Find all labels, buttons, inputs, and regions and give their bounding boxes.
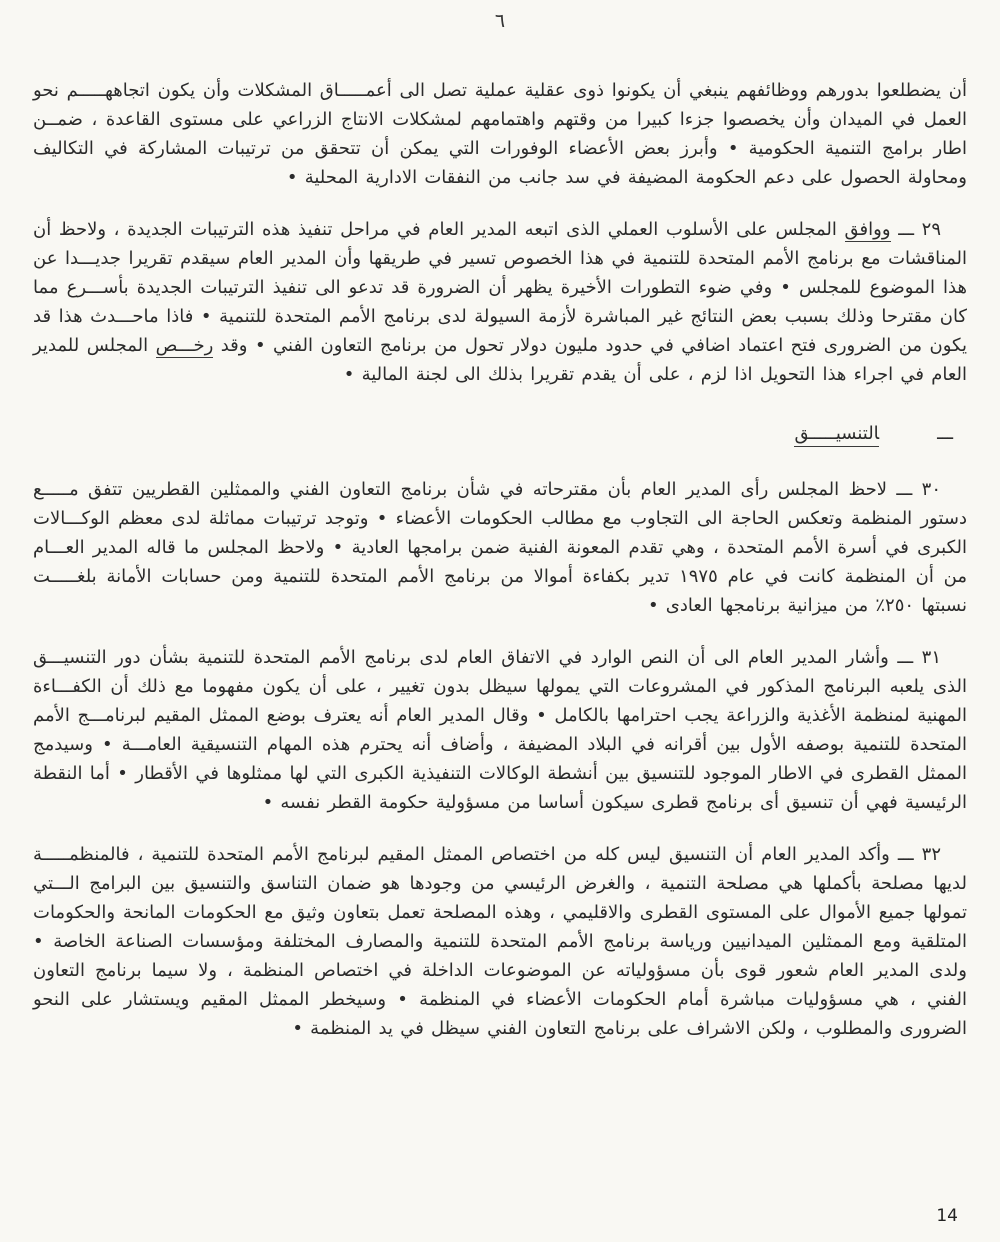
text-segment: ٣٠ ـــ لاحظ المجلس رأى المدير العام بأن مقترحاته في شأن برنامج التعاون الفني والممثلين القطريين تتفق مـــــع دستور المنظمة وتعكس الحاجة الى التجاوب مع مطالب الحكومات الأعضاء • وتوجد ترتيبات مماثلة لدى معظم الوكـــالات الكبرى في أسرة الأمم المتحدة ، وهي تقدم المعونة الفنية ضمن برامجها العادية • ولاحظ المجلس ما قاله المدير العـــام من أن المنظمة كانت في عام ١٩٧٥ تدير بكفاءة أموالا من برنامج الأمم المتحدة للتنمية ومن حسابات الأمانة بلغـــــت نسبتها ٢٥٠٪ من ميزانية برنامجها العادى •: [33, 479, 967, 616]
text-segment: أن يضطلعوا بدورهم ووظائفهم ينبغي أن يكونوا ذوى عقلية عملية تصل الى أعمـــــاق المشكلات وأن يكون اتجاههـــــم نحو العمل في الميدان وأن يخصصوا جزءا كبيرا من وقتهم واهتمامهم لمشكلات الانتاج الزراعي على مستوى القاعدة ، ضمــن اطار برامج التنمية الحكومية • وأبرز بعض الأعضاء الوفورات التي يمكن أن تتحقق من ترتيبات المشاركة في التكاليف ومحاولة الحصول على دعم الحكومة المضيفة في سد جانب من النفقات الادارية المحلية •: [33, 80, 967, 188]
underlined-text: ووافق: [844, 219, 891, 240]
text-segment: المجلس على الأسلوب العملي الذى اتبعه المدير العام في مراحل تنفيذ هذه الترتيبات الجديدة ، ولاحظ أن المناقشات مع برنامج الأمم المتحدة للتنمية في هذا الخصوص تسير في طريقها وأن المدير العام سيقدم تقريرا جديـــدا عن هذا الموضوع للمجلس • وفي ضوء التطورات الأخيرة يظهر أن الضرورة قد تدعو الى تنفيذ الترتيبات الجديدة بأســـرع مما كان مقترحا وذلك بسبب بعض النتائج غير المباشرة لأزمة السيولة لدى برنامج الأمم المتحدة للتنمية • فاذا ماحـــدث هذا قد يكون من الضرورى فتح اعتماد اضافي في حدود مليون دولار تحول من برنامج التعاون الفني • وقد: [33, 219, 967, 356]
heading-text: التنسيـــــق: [794, 423, 879, 447]
text-segment: المجلس للمدير العام في اجراء هذا التحويل اذا لزم ، على أن يقدم تقريرا بذلك الى لجنة المالية •: [33, 335, 967, 385]
paragraph: [33, 76, 967, 192]
text-segment: ٢٩ ـــ: [890, 219, 941, 240]
underlined-text: رخـــص: [155, 335, 214, 356]
page-number-top: ٦: [494, 10, 506, 32]
text-segment: ٣٢ ـــ وأكد المدير العام أن التنسيق ليس كله من اختصاص الممثل المقيم لبرنامج الأمم المتحدة للتنمية ، فالمنظمـــــة لديها مصلحة بأكملها هي مصلحة التنمية ، والغرض الرئيسي من وجودها هو ضمان التناسق والتنسيق بين البرامج الـــتي تمولها جميع الأموال على المستوى القطرى والاقليمي ، وهذه المصلحة تعمل بتعاون وثيق مع الحكومات المانحة والحكومات المتلقية ومع الممثلين الميدانيين ورياسة برنامج الأمم المتحدة للتنمية والمصارف المختلفة ومؤسسات الصناعة الخاصة • ولدى المدير العام شعور قوى بأن مسؤولياته عن الموضوعات الداخلة في اختصاص المنظمة ، ولا سيما برنامج التعاون الفني ، هي مسؤوليات مباشرة أمام الحكومات الأعضاء في المنظمة • وسيخطر الممثل المقيم ويستشار على النحو الضرورى والمطلوب ، ولكن الاشراف على برنامج التعاون الفني سيظل في يد المنظمة •: [33, 844, 967, 1039]
paragraph: [33, 215, 967, 389]
paragraph: [33, 840, 967, 1043]
section-heading: [33, 419, 967, 448]
heading-dash: ـــ: [937, 423, 953, 444]
document-content: [33, 76, 967, 1066]
paragraph: [33, 475, 967, 620]
text-segment: ٣١ ـــ وأشار المدير العام الى أن النص الوارد في الاتفاق العام لدى برنامج الأمم المتحدة للتنمية بشأن دور التنسيـــق الذى يلعبه البرنامج المذكور في المشروعات التي يمولها سيظل بدون تغيير ، على أن يكون مفهوما مع ذلك أن الكفـــاءة المهنية لمنظمة الأغذية والزراعة يجب احترامها بالكامل • وقال المدير العام أنه يعترف بوضع الممثل المقيم لبرنامـــج الأمم المتحدة للتنمية بوصفه الأول بين أقرانه في البلاد المضيفة ، وأضاف أنه يحترم هذه المهام التنسيقية العامـــة • وسيدمج الممثل القطرى في الاطار الموجود للتنسيق بين أنشطة الوكالات التنفيذية الكبرى التي لها ممثلوها في الأقطار • أما النقطة الرئيسية فهي أن تنسيق أى برنامج قطرى سيكون أساسا من مسؤولية حكومة القطر نفسه •: [33, 647, 967, 813]
paragraph: [33, 643, 967, 817]
page-number-bottom: 14: [936, 1206, 958, 1226]
